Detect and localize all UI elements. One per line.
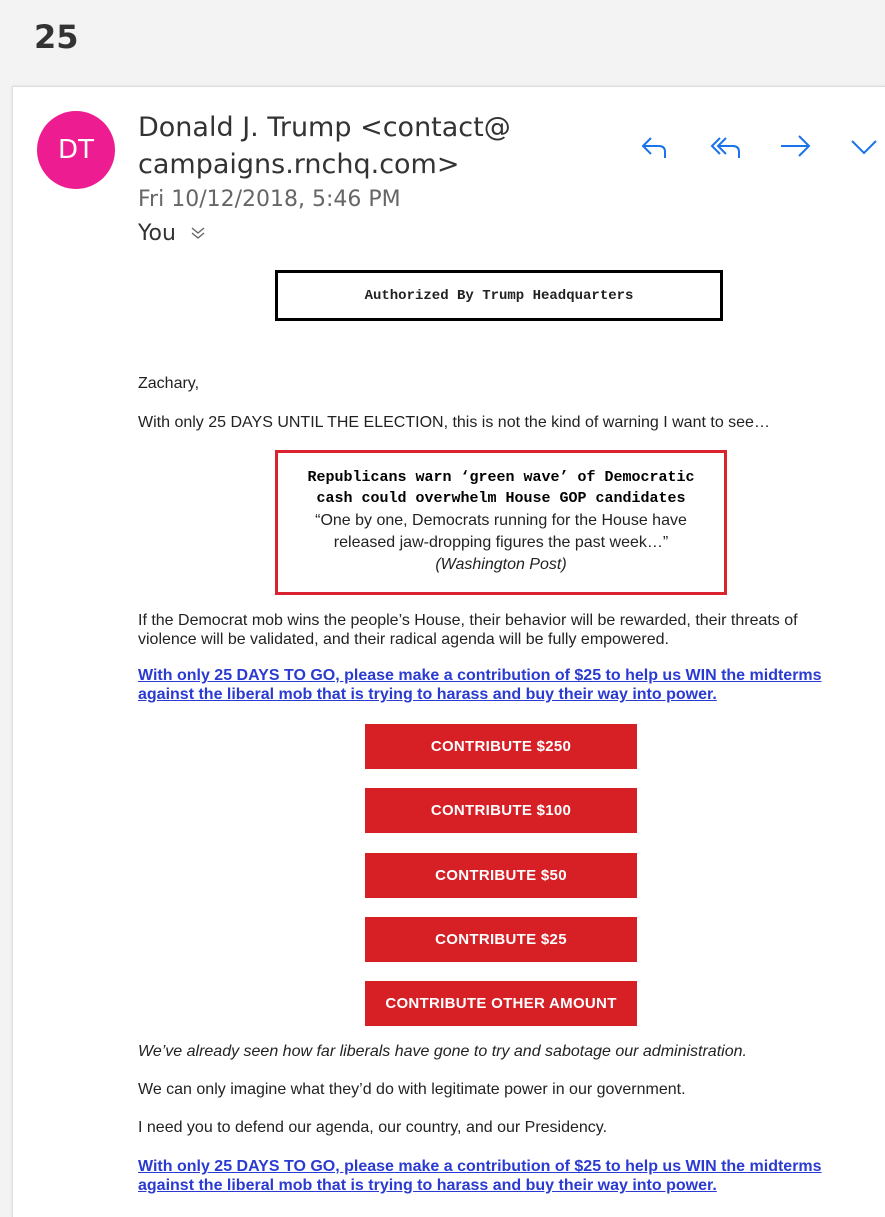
sent-date: Fri 10/12/2018, 5:46 PM xyxy=(138,187,401,212)
email-message xyxy=(12,86,885,1217)
more-chevron-icon[interactable] xyxy=(849,132,879,162)
body-paragraph: We can only imagine what they’d do with legitimate power in our government. xyxy=(138,1081,686,1098)
avatar[interactable]: DT xyxy=(37,111,115,189)
contribute-other-button[interactable]: CONTRIBUTE OTHER AMOUNT xyxy=(365,981,637,1026)
greeting: Zachary, xyxy=(138,375,200,392)
contribute-link[interactable]: With only 25 DAYS TO GO, please make a contribution of $25 to help us WIN the midterms against the liberal mob that is trying to harass and buy their way into power. xyxy=(138,1158,822,1194)
recipient[interactable] xyxy=(138,221,206,246)
intro-paragraph: With only 25 DAYS UNTIL THE ELECTION, this is not the kind of warning I want to see… xyxy=(138,414,770,431)
contribute-100-button[interactable]: CONTRIBUTE $100 xyxy=(365,788,637,833)
contribute-50-button[interactable]: CONTRIBUTE $50 xyxy=(365,853,637,898)
contribute-25-button[interactable]: CONTRIBUTE $25 xyxy=(365,917,637,962)
quote-headline: Republicans warn ‘green wave’ of Democratic cash could overwhelm House GOP candidates xyxy=(307,469,695,507)
contribute-250-button[interactable]: CONTRIBUTE $250 xyxy=(365,724,637,769)
news-quote-box xyxy=(275,450,727,595)
message-count: 25 xyxy=(34,18,79,56)
chevron-down-icon[interactable] xyxy=(184,224,206,245)
body-paragraph: If the Democrat mob wins the people’s House, their behavior will be rewarded, their threats of violence will be validated, and their radical agenda will be fully empowered. xyxy=(138,612,798,648)
reply-icon[interactable] xyxy=(639,132,669,162)
quote-text: “One by one, Democrats running for the House have released jaw-dropping figures the past week…” xyxy=(315,512,687,551)
body-paragraph: We’ve already seen how far liberals have gone to try and sabotage our administration. xyxy=(138,1043,747,1060)
quote-source: (Washington Post) xyxy=(435,556,567,573)
contribute-link[interactable]: With only 25 DAYS TO GO, please make a contribution of $25 to help us WIN the midterms against the liberal mob that is trying to harass and buy their way into power. xyxy=(138,667,822,703)
forward-icon[interactable] xyxy=(779,132,813,162)
recipient-label: You xyxy=(138,221,176,246)
reply-all-icon[interactable] xyxy=(709,132,743,162)
auth-banner: Authorized By Trump Headquarters xyxy=(275,270,723,321)
sender-name[interactable]: Donald J. Trump <contact@campaigns.rnchq.com> xyxy=(138,112,511,180)
body-paragraph: I need you to defend our agenda, our country, and our Presidency. xyxy=(138,1119,608,1136)
